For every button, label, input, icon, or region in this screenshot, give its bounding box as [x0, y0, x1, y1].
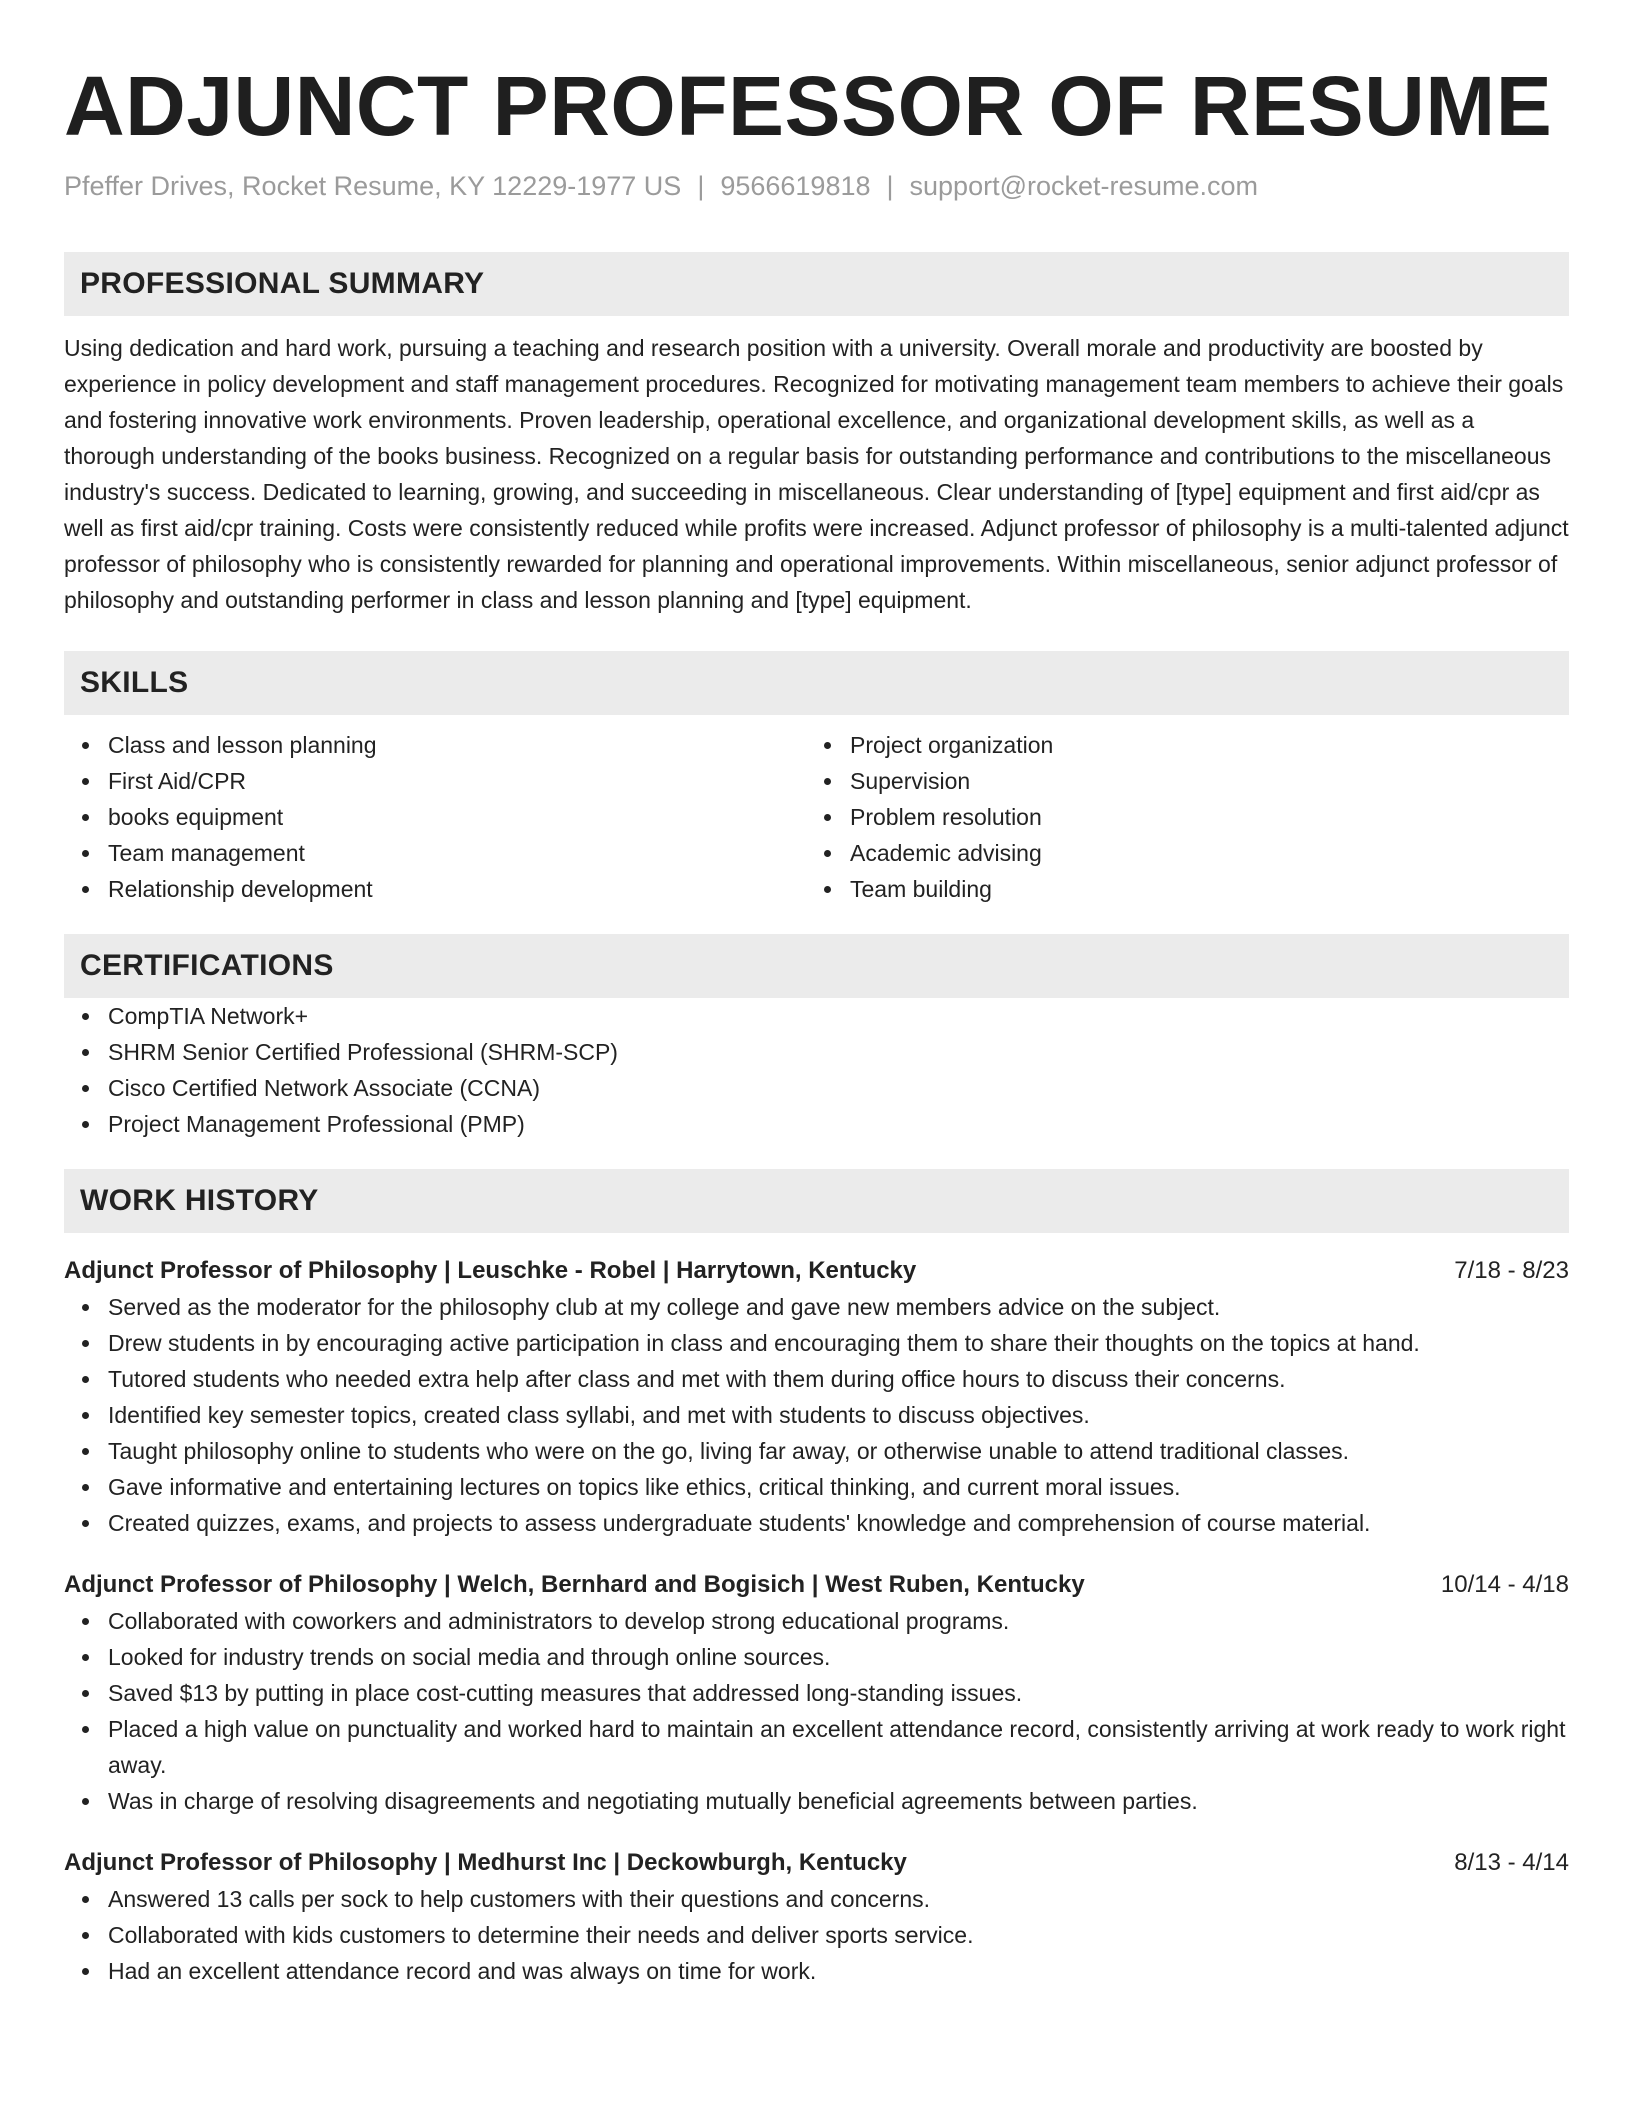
skills-grid — [64, 727, 1569, 907]
skill-label: Team management — [108, 840, 305, 866]
job-bullet-text: Drew students in by encouraging active participation in class and encouraging them to share their thoughts on the topics at hand. — [108, 1330, 1420, 1356]
job-bullet-text: Created quizzes, exams, and projects to assess undergraduate students' knowledge and comprehension of course material. — [108, 1510, 1371, 1536]
job-bullet — [64, 1505, 1569, 1541]
certification-label: CompTIA Network+ — [108, 1003, 309, 1029]
skill-label: Supervision — [850, 768, 971, 794]
job-bullet — [64, 1711, 1569, 1783]
skill-item — [64, 871, 806, 907]
job-entry — [64, 1845, 1569, 1989]
job-bullet-text: Answered 13 calls per sock to help customers with their questions and concerns. — [108, 1886, 931, 1912]
job-bullet-text: Saved $13 by putting in place cost-cutting measures that addressed long-standing issues. — [108, 1680, 1023, 1706]
job-bullet — [64, 1397, 1569, 1433]
skill-item — [806, 727, 1548, 763]
job-bullets — [64, 1603, 1569, 1819]
bullet-icon — [82, 1520, 89, 1527]
job-bullet-text: Gave informative and entertaining lectures on topics like ethics, critical thinking, and current moral issues. — [108, 1474, 1181, 1500]
certification-label: Project Management Professional (PMP) — [108, 1111, 525, 1137]
certification-item — [64, 1070, 1569, 1106]
skills-list-left — [64, 727, 806, 907]
job-dates: 7/18 - 8/23 — [1454, 1257, 1569, 1284]
bullet-icon — [824, 742, 831, 749]
bullet-icon — [82, 778, 89, 785]
job-bullet — [64, 1603, 1569, 1639]
bullet-icon — [82, 1932, 89, 1939]
job-heading: Adjunct Professor of Philosophy | Leuschke - Robel | Harrytown, Kentucky — [64, 1257, 917, 1284]
skill-item — [806, 835, 1548, 871]
skills-list-right — [806, 727, 1548, 907]
skill-label: First Aid/CPR — [108, 768, 247, 794]
skill-item — [806, 763, 1548, 799]
job-bullet — [64, 1917, 1569, 1953]
skill-item — [806, 871, 1548, 907]
bullet-icon — [82, 1340, 89, 1347]
job-bullet — [64, 1325, 1569, 1361]
job-bullet-text: Placed a high value on punctuality and worked hard to maintain an excellent attendance record, consistently arriving at work ready to work right away. — [108, 1716, 1566, 1778]
bullet-icon — [82, 886, 89, 893]
contact-address: Pfeffer Drives, Rocket Resume, KY 12229-1977 US — [64, 171, 682, 201]
skill-item — [64, 799, 806, 835]
job-dates: 8/13 - 4/14 — [1454, 1849, 1569, 1876]
skill-label: books equipment — [108, 804, 284, 830]
job-bullet — [64, 1433, 1569, 1469]
job-bullet-text: Tutored students who needed extra help after class and met with them during office hours to discuss their concerns. — [108, 1366, 1286, 1392]
bullet-icon — [82, 1690, 89, 1697]
skill-item — [64, 763, 806, 799]
certifications-list — [64, 998, 1569, 1142]
skill-item — [64, 727, 806, 763]
job-bullet — [64, 1783, 1569, 1819]
contact-phone: 9566619818 — [720, 171, 871, 201]
bullet-icon — [82, 1013, 89, 1020]
certification-label: SHRM Senior Certified Professional (SHRM-SCP) — [108, 1039, 618, 1065]
bullet-icon — [82, 1654, 89, 1661]
job-bullet — [64, 1289, 1569, 1325]
bullet-icon — [82, 742, 89, 749]
job-bullet — [64, 1469, 1569, 1505]
section-header-work-history: WORK HISTORY — [64, 1169, 1569, 1233]
job-bullet-text: Taught philosophy online to students who were on the go, living far away, or otherwise unable to attend traditional classes. — [108, 1438, 1350, 1464]
resume-page — [64, 0, 1569, 1989]
job-bullet — [64, 1953, 1569, 1989]
job-heading: Adjunct Professor of Philosophy | Medhurst Inc | Deckowburgh, Kentucky — [64, 1849, 907, 1876]
bullet-icon — [82, 1412, 89, 1419]
job-bullet-text: Served as the moderator for the philosophy club at my college and gave new members advice on the subject. — [108, 1294, 1221, 1320]
bullet-icon — [824, 778, 831, 785]
skills-column-left — [64, 727, 806, 907]
bullet-icon — [82, 1376, 89, 1383]
bullet-icon — [824, 850, 831, 857]
job-bullet-text: Was in charge of resolving disagreements and negotiating mutually beneficial agreements between parties. — [108, 1788, 1198, 1814]
contact-email: support@rocket-resume.com — [909, 171, 1259, 201]
bullet-icon — [82, 814, 89, 821]
job-header — [64, 1567, 1569, 1603]
job-header — [64, 1845, 1569, 1881]
job-header — [64, 1253, 1569, 1289]
bullet-icon — [82, 1085, 89, 1092]
skill-item — [806, 799, 1548, 835]
job-bullet-text: Collaborated with kids customers to determine their needs and deliver sports service. — [108, 1922, 974, 1948]
section-header-summary: PROFESSIONAL SUMMARY — [64, 252, 1569, 316]
job-entry — [64, 1253, 1569, 1541]
bullet-icon — [82, 1484, 89, 1491]
job-bullet — [64, 1675, 1569, 1711]
skill-item — [64, 835, 806, 871]
certification-item — [64, 1034, 1569, 1070]
bullet-icon — [82, 850, 89, 857]
skill-label: Class and lesson planning — [108, 732, 377, 758]
job-heading: Adjunct Professor of Philosophy | Welch, Bernhard and Bogisich | West Ruben, Kentucky — [64, 1571, 1085, 1598]
skills-column-right — [806, 727, 1548, 907]
skill-label: Relationship development — [108, 876, 373, 902]
bullet-icon — [82, 1798, 89, 1805]
bullet-icon — [82, 1896, 89, 1903]
skill-label: Team building — [850, 876, 992, 902]
job-bullet — [64, 1361, 1569, 1397]
summary-text: Using dedication and hard work, pursuing a teaching and research position with a university. Overall morale and productivity are boosted by experience in policy development and staff management procedures. Recognized for motivating management team members to achieve their goals and fostering innovative work environments. Proven leadership, operational excellence, and organizational development skills, as well as a thorough understanding of the books business. Recognized on a regular basis for outstanding performance and contributions to the miscellaneous industry's success. Dedicated to learning, growing, and succeeding in miscellaneous. Clear understanding of [type] equipment and first aid/cpr as well as first aid/cpr training. Costs were consistently reduced while profits were increased. Adjunct professor of philosophy is a multi-talented adjunct professor of philosophy who is consistently rewarded for planning and operational improvements. Within miscellaneous, senior adjunct professor of philosophy and outstanding performer in class and lesson planning and [type] equipment. — [64, 335, 1569, 613]
bullet-icon — [824, 814, 831, 821]
bullet-icon — [82, 1726, 89, 1733]
job-bullets — [64, 1881, 1569, 1989]
job-bullet-text: Had an excellent attendance record and was always on time for work. — [108, 1958, 817, 1984]
job-dates: 10/14 - 4/18 — [1440, 1571, 1569, 1598]
job-bullet — [64, 1881, 1569, 1917]
contact-separator: | — [697, 171, 705, 201]
resume-title: ADJUNCT PROFESSOR OF RESUME — [64, 59, 1553, 153]
job-bullet — [64, 1639, 1569, 1675]
job-bullets — [64, 1289, 1569, 1541]
certification-label: Cisco Certified Network Associate (CCNA) — [108, 1075, 541, 1101]
section-header-certifications: CERTIFICATIONS — [64, 934, 1569, 998]
job-bullet-text: Identified key semester topics, created class syllabi, and met with students to discuss objectives. — [108, 1402, 1090, 1428]
bullet-icon — [82, 1049, 89, 1056]
bullet-icon — [82, 1304, 89, 1311]
certification-item — [64, 1106, 1569, 1142]
bullet-icon — [82, 1448, 89, 1455]
section-header-skills: SKILLS — [64, 651, 1569, 715]
skill-label: Academic advising — [850, 840, 1042, 866]
contact-line — [64, 168, 1569, 204]
job-bullet-text: Collaborated with coworkers and administrators to develop strong educational programs. — [108, 1608, 1010, 1634]
skill-label: Problem resolution — [850, 804, 1042, 830]
job-bullet-text: Looked for industry trends on social media and through online sources. — [108, 1644, 831, 1670]
bullet-icon — [82, 1968, 89, 1975]
bullet-icon — [824, 886, 831, 893]
contact-separator: | — [886, 171, 894, 201]
job-entry — [64, 1567, 1569, 1819]
certification-item — [64, 998, 1569, 1034]
bullet-icon — [82, 1618, 89, 1625]
skill-label: Project organization — [850, 732, 1054, 758]
bullet-icon — [82, 1121, 89, 1128]
